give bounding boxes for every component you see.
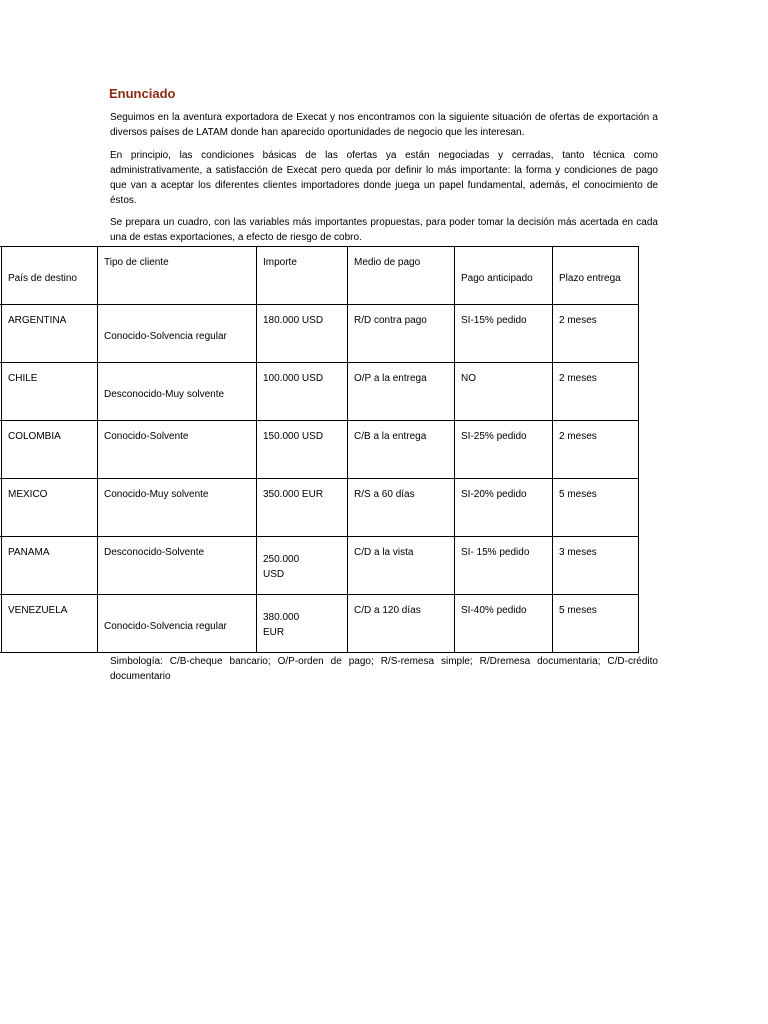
cell-importe: [257, 305, 348, 363]
header-cell-tipo: [98, 247, 257, 305]
cell-plazo: [553, 363, 639, 421]
header-cell-medio: [348, 247, 455, 305]
importe-value: 350.000 EUR: [263, 489, 324, 500]
medio-value: C/D a 120 días: [354, 605, 421, 616]
cell-medio: [348, 305, 455, 363]
table-row: [0, 363, 639, 421]
cell-pais: [2, 363, 98, 421]
pais-value: PANAMA: [8, 547, 50, 558]
cell-tipo: [98, 305, 257, 363]
header-label-medio: Medio de pago: [354, 257, 421, 268]
header-label-pago: Pago anticipado: [461, 273, 533, 284]
table-row: [0, 537, 639, 595]
cell-medio: [348, 595, 455, 653]
table-row: [0, 479, 639, 537]
cell-tipo: [98, 421, 257, 479]
intro-paragraph: Seguimos en la aventura exportadora de Execat y nos encontramos con la siguiente situación de ofertas de exportación a diversos países de LATAM donde han aparecido oportunidades de negocio que les interesan.: [110, 112, 658, 138]
table-header-row: [0, 247, 639, 305]
tipo-value: Desconocido-Solvente: [104, 547, 205, 558]
cell-medio: [348, 537, 455, 595]
cell-medio: [348, 363, 455, 421]
tipo-value: Conocido-Solvencia regular: [104, 621, 227, 632]
plazo-value: 5 meses: [559, 489, 597, 500]
cell-pago: [455, 595, 553, 653]
cell-tipo: [98, 479, 257, 537]
cell-importe: [257, 421, 348, 479]
cell-pago: [455, 537, 553, 595]
pago-value: SI-40% pedido: [461, 605, 527, 616]
medio-value: R/D contra pago: [354, 315, 427, 326]
pais-value: VENEZUELA: [8, 605, 68, 616]
pago-value: SI- 15% pedido: [461, 547, 530, 558]
header-label-plazo: Plazo entrega: [559, 273, 621, 284]
section-heading: Enunciado: [109, 86, 176, 101]
tipo-value: Conocido-Solvencia regular: [104, 331, 227, 342]
importe-value: 150.000 USD: [263, 431, 324, 442]
tipo-value: Conocido-Solvente: [104, 431, 189, 442]
cell-pais: [2, 305, 98, 363]
tipo-value: Desconocido-Muy solvente: [104, 389, 225, 400]
medio-value: C/D a la vista: [354, 547, 414, 558]
plazo-value: 2 meses: [559, 315, 597, 326]
medio-value: C/B a la entrega: [354, 431, 427, 442]
table-row: [0, 595, 639, 653]
header-cell-plazo: [553, 247, 639, 305]
header-cell-importe: [257, 247, 348, 305]
plazo-value: 3 meses: [559, 547, 597, 558]
importe-value: 250.000 USD: [263, 554, 300, 580]
importe-value: 380.000 EUR: [263, 612, 300, 638]
plazo-value: 2 meses: [559, 431, 597, 442]
importe-value: 100.000 USD: [263, 373, 324, 384]
cell-tipo: [98, 363, 257, 421]
cell-medio: [348, 421, 455, 479]
header-label-tipo: Tipo de cliente: [104, 257, 169, 268]
plazo-value: 5 meses: [559, 605, 597, 616]
cell-pago: [455, 305, 553, 363]
cell-tipo: [98, 537, 257, 595]
cell-pago: [455, 421, 553, 479]
header-cell-pago: [455, 247, 553, 305]
cell-pais: [2, 479, 98, 537]
cell-pais: [2, 421, 98, 479]
cell-pais: [2, 595, 98, 653]
pago-value: SI-15% pedido: [461, 315, 527, 326]
cell-plazo: [553, 595, 639, 653]
pais-value: CHILE: [8, 373, 38, 384]
cell-medio: [348, 479, 455, 537]
pago-value: SI-20% pedido: [461, 489, 527, 500]
tipo-value: Conocido-Muy solvente: [104, 489, 209, 500]
export-offers-table: [0, 246, 639, 653]
medio-value: R/S a 60 días: [354, 489, 415, 500]
cell-tipo: [98, 595, 257, 653]
symbology-footnote: Simbología: C/B-cheque bancario; O/P-orden de pago; R/S-remesa simple; R/Dremesa documentaria; C/D-crédito documentario: [110, 656, 658, 682]
header-cell-pais: [2, 247, 98, 305]
cell-plazo: [553, 537, 639, 595]
table-row: [0, 421, 639, 479]
cell-importe: [257, 363, 348, 421]
cell-pago: [455, 363, 553, 421]
cell-plazo: [553, 421, 639, 479]
header-label-pais: País de destino: [8, 273, 77, 284]
table-intro-paragraph: Se prepara un cuadro, con las variables más importantes propuestas, para poder tomar la decisión más acertada en cada una de estas exportaciones, a efecto de riesgo de cobro.: [110, 217, 658, 243]
cell-plazo: [553, 305, 639, 363]
conditions-paragraph: En principio, las condiciones básicas de las ofertas ya están negociadas y cerradas, tanto técnica como administrativamente, a satisfacción de Execat pero queda por definir lo más importante: la forma y condiciones de pago que van a aceptar los diferentes clientes importadores donde juega un papel fundamental, además, el conocimiento de éstos.: [110, 150, 658, 206]
pais-value: COLOMBIA: [8, 431, 61, 442]
pais-value: ARGENTINA: [8, 315, 67, 326]
medio-value: O/P a la entrega: [354, 373, 427, 384]
pais-value: MEXICO: [8, 489, 48, 500]
pago-value: SI-25% pedido: [461, 431, 527, 442]
cell-importe: [257, 537, 348, 595]
cell-importe: [257, 479, 348, 537]
header-label-importe: Importe: [263, 257, 297, 268]
pago-value: NO: [461, 373, 476, 384]
cell-pago: [455, 479, 553, 537]
table-row: [0, 305, 639, 363]
cell-importe: [257, 595, 348, 653]
cell-plazo: [553, 479, 639, 537]
importe-value: 180.000 USD: [263, 315, 324, 326]
cell-pais: [2, 537, 98, 595]
plazo-value: 2 meses: [559, 373, 597, 384]
